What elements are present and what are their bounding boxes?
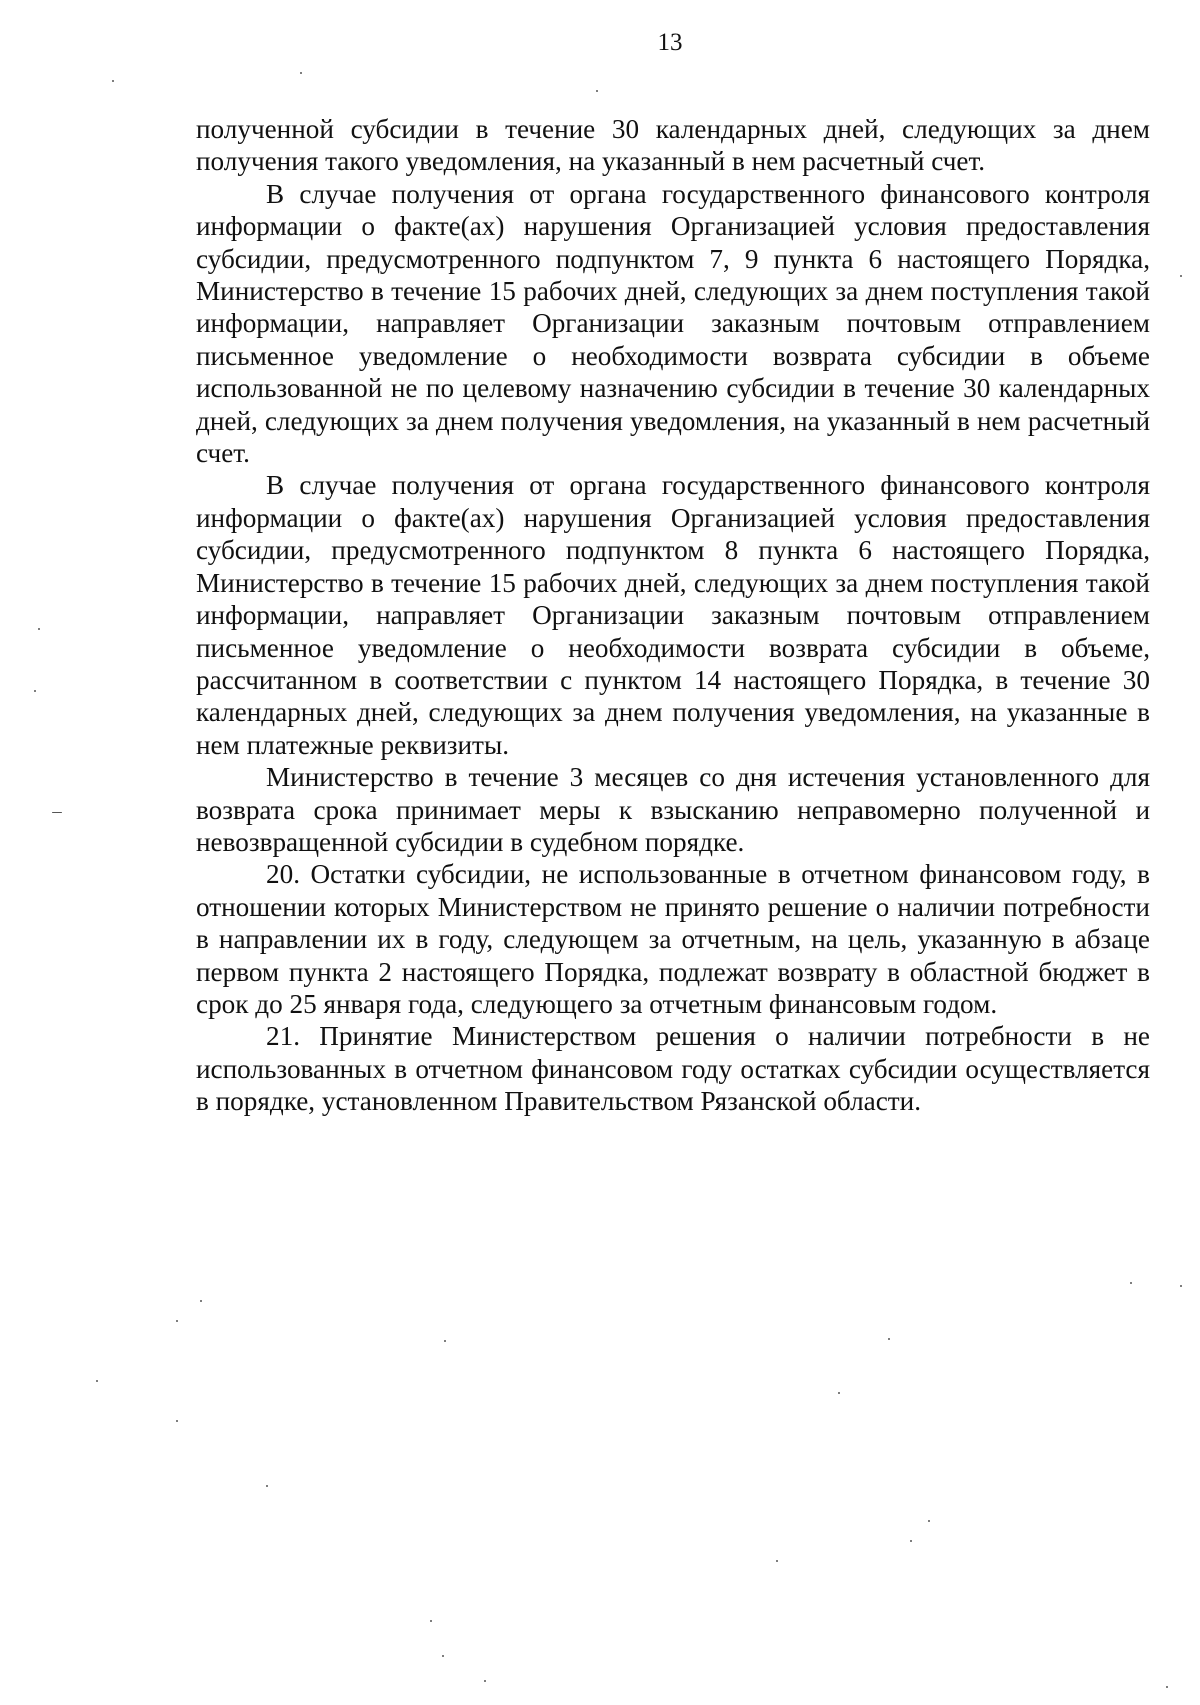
scan-speck [838, 1392, 840, 1394]
scan-speck [888, 1338, 890, 1340]
paragraph-control-info-8: В случае получения от органа государственного финансового контроля информации о факте(ах) нарушения Организацией условия предоставления субсидии, предусмотренного подпунктом 8 пункта 6 настоящего Порядка, Министерство в течение 15 рабочих дней, следующих за днем поступления такой информации, направляет Организации заказным почтовым отправлением письменное уведомление о необходимости возврата субсидии в объеме, рассчитанном в соответствии с пунктом 14 настоящего Порядка, в течение 30 календарных дней, следующих за днем получения уведомления, на указанные в нем платежные реквизиты. [196, 470, 1150, 760]
scan-speck [96, 1380, 98, 1382]
page-number: 13 [657, 29, 683, 56]
paragraph-item-21: 21. Принятие Министерством решения о наличии потребности в не использованных в отчетном финансовом году остатках субсидии осуществляется в порядке, установленном Правительством Рязанской области. [196, 1021, 1150, 1117]
scan-speck [1130, 1282, 1132, 1284]
scan-speck [430, 1620, 432, 1622]
document-body [196, 113, 1150, 1118]
paragraph-court-recovery: Министерство в течение 3 месяцев со дня истечения установленного для возврата срока принимает меры к взысканию неправомерно полученной и невозвращенной субсидии в судебном порядке. [196, 762, 1150, 857]
scan-speck [266, 1485, 268, 1487]
scan-speck [52, 812, 62, 813]
scan-speck [928, 1520, 930, 1522]
paragraph-control-info-7-9: В случае получения от органа государственного финансового контроля информации о факте(ах) нарушения Организацией условия предоставления субсидии, предусмотренного подпунктом 7, 9 пункта 6 настоящего Порядка, Министерство в течение 15 рабочих дней, следующих за днем поступления такой информации, направляет Организации заказным почтовым отправлением письменное уведомление о необходимости возврата субсидии в объеме использованной не по целевому назначению субсидии в течение 30 календарных дней, следующих за днем получения уведомления, на указанный в нем расчетный счет. [196, 178, 1150, 469]
scan-speck [38, 628, 40, 630]
scan-speck [300, 72, 302, 74]
scan-speck [596, 90, 598, 92]
scan-speck [776, 1560, 778, 1562]
scan-speck [484, 1680, 486, 1682]
scan-speck [176, 1320, 178, 1322]
scan-speck [1166, 1686, 1168, 1688]
scan-speck [1180, 275, 1182, 277]
scan-speck [910, 1540, 912, 1542]
scan-speck [34, 690, 36, 692]
scan-speck [112, 80, 114, 82]
paragraph-item-20: 20. Остатки субсидии, не использованные в отчетном финансовом году, в отношении которых Министерством не принято решение о наличии потребности в направлении их в году, следующем за отчетным, на цель, указанную в абзаце первом пункта 2 настоящего Порядка, подлежат возврату в областной бюджет в срок до 25 января года, следующего за отчетным финансовым годом. [196, 859, 1150, 1019]
scan-speck [444, 1340, 446, 1342]
scan-speck [200, 1300, 202, 1302]
scan-speck [1180, 1285, 1182, 1287]
paragraph-continuation: полученной субсидии в течение 30 календарных дней, следующих за днем получения такого уведомления, на указанный в нем расчетный счет. [196, 114, 1150, 177]
scan-speck [442, 1655, 444, 1657]
scan-speck [176, 1420, 178, 1422]
